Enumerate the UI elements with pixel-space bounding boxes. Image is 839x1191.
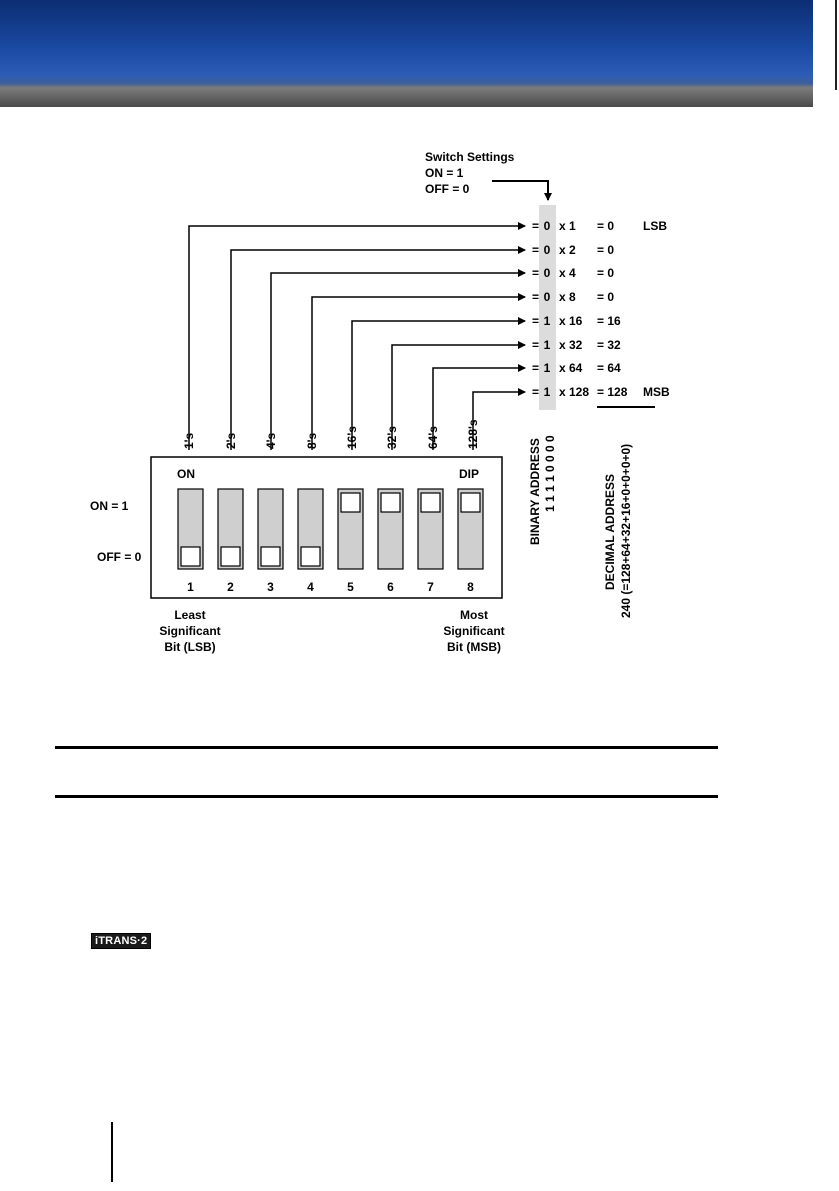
row-equals: = <box>532 266 540 280</box>
place-value-label: 64's <box>426 426 440 449</box>
switch-knob <box>381 493 400 512</box>
row-multiplier: x 1 <box>559 219 576 233</box>
switch-number: 1 <box>187 580 194 594</box>
row-equals: = <box>532 361 540 375</box>
switch-knob <box>421 493 440 512</box>
switch-knob <box>301 547 320 566</box>
row-multiplier: x 8 <box>559 290 576 304</box>
decimal-address-value: 240 (=128+64+32+16+0+0+0+0) <box>619 443 633 618</box>
bit-arrow-line <box>231 250 525 450</box>
bit-arrow-line <box>473 392 525 450</box>
lsb-caption-3: Bit (LSB) <box>164 640 216 654</box>
place-value-label: 2's <box>224 432 238 449</box>
bit-arrow-line <box>312 297 525 450</box>
switch-settings-on: ON = 1 <box>425 166 464 180</box>
row-result: = 32 <box>597 338 621 352</box>
left-on-label: ON = 1 <box>90 499 129 513</box>
dip-switch-body <box>151 457 502 598</box>
place-value-label: 32's <box>385 426 399 449</box>
switch-settings-off: OFF = 0 <box>425 182 470 196</box>
row-result: = 0 <box>597 219 615 233</box>
row-bit: 0 <box>543 266 551 280</box>
msb-caption-2: Significant <box>443 624 505 638</box>
switch-number: 3 <box>267 580 274 594</box>
msb-caption-3: Bit (MSB) <box>447 640 501 654</box>
binary-address-title: BINARY ADDRESS <box>528 438 542 545</box>
row-multiplier: x 128 <box>559 385 590 399</box>
rule-top <box>55 746 718 749</box>
bit-arrow-line <box>392 345 525 450</box>
row-multiplier: x 32 <box>559 338 583 352</box>
bit-arrow-line <box>189 226 525 450</box>
switch-knob <box>221 547 240 566</box>
switch-number: 5 <box>347 580 354 594</box>
row-bit: 0 <box>543 290 551 304</box>
row-equals: = <box>532 219 540 233</box>
row-result: = 0 <box>597 266 615 280</box>
row-equals: = <box>532 338 540 352</box>
row-bit: 1 <box>543 338 551 352</box>
rule-bottom <box>55 795 718 798</box>
row-result: = 64 <box>597 361 621 375</box>
switch-number: 8 <box>467 580 474 594</box>
bit-arrows <box>189 226 525 450</box>
row-result: = 0 <box>597 290 615 304</box>
dip-label: DIP <box>459 467 480 481</box>
lsb-caption-2: Significant <box>159 624 221 638</box>
place-value-label: 16's <box>345 426 359 449</box>
place-value-label: 1's <box>182 432 196 449</box>
row-result: = 128 <box>597 385 628 399</box>
bit-column-shade <box>539 205 556 410</box>
msb-caption-1: Most <box>460 608 488 622</box>
place-value-label: 8's <box>305 432 319 449</box>
row-bit: 1 <box>543 314 551 328</box>
place-value-label: 4's <box>264 432 278 449</box>
row-multiplier: x 4 <box>559 266 576 280</box>
switch-knob <box>261 547 280 566</box>
footer-vertical-line <box>111 1122 113 1182</box>
switch-knob <box>181 547 200 566</box>
switch-knob <box>341 493 360 512</box>
place-labels <box>182 419 480 449</box>
left-off-label: OFF = 0 <box>97 550 142 564</box>
row-bit: 1 <box>543 361 551 375</box>
lsb-caption-1: Least <box>174 608 206 622</box>
switch-settings-arrow <box>492 181 548 200</box>
bit-arrow-line <box>271 273 525 450</box>
place-value-label: 128's <box>466 419 480 449</box>
row-equals: = <box>532 290 540 304</box>
row-result: = 0 <box>597 243 615 257</box>
row-bit: 1 <box>543 385 551 399</box>
row-result: = 16 <box>597 314 621 328</box>
row-equals: = <box>532 243 540 257</box>
row-multiplier: x 2 <box>559 243 576 257</box>
binary-address-value: 1 1 1 1 0 0 0 0 <box>543 435 557 512</box>
row-bit: 0 <box>543 243 551 257</box>
row-tag: LSB <box>643 219 667 233</box>
row-equals: = <box>532 314 540 328</box>
row-multiplier: x 16 <box>559 314 583 328</box>
switch-knob <box>461 493 480 512</box>
row-bit: 0 <box>543 219 551 233</box>
switch-number: 4 <box>307 580 314 594</box>
switch-number: 7 <box>427 580 434 594</box>
switch-number: 6 <box>387 580 394 594</box>
switch-settings-title: Switch Settings <box>425 150 515 164</box>
row-equals: = <box>532 385 540 399</box>
row-multiplier: x 64 <box>559 361 583 375</box>
decimal-address-title: DECIMAL ADDRESS <box>603 473 617 590</box>
itrans-logo: iTRANS·2 <box>91 933 151 949</box>
row-tag: MSB <box>643 385 670 399</box>
switch-number: 2 <box>227 580 234 594</box>
dip-on-label: ON <box>177 467 195 481</box>
